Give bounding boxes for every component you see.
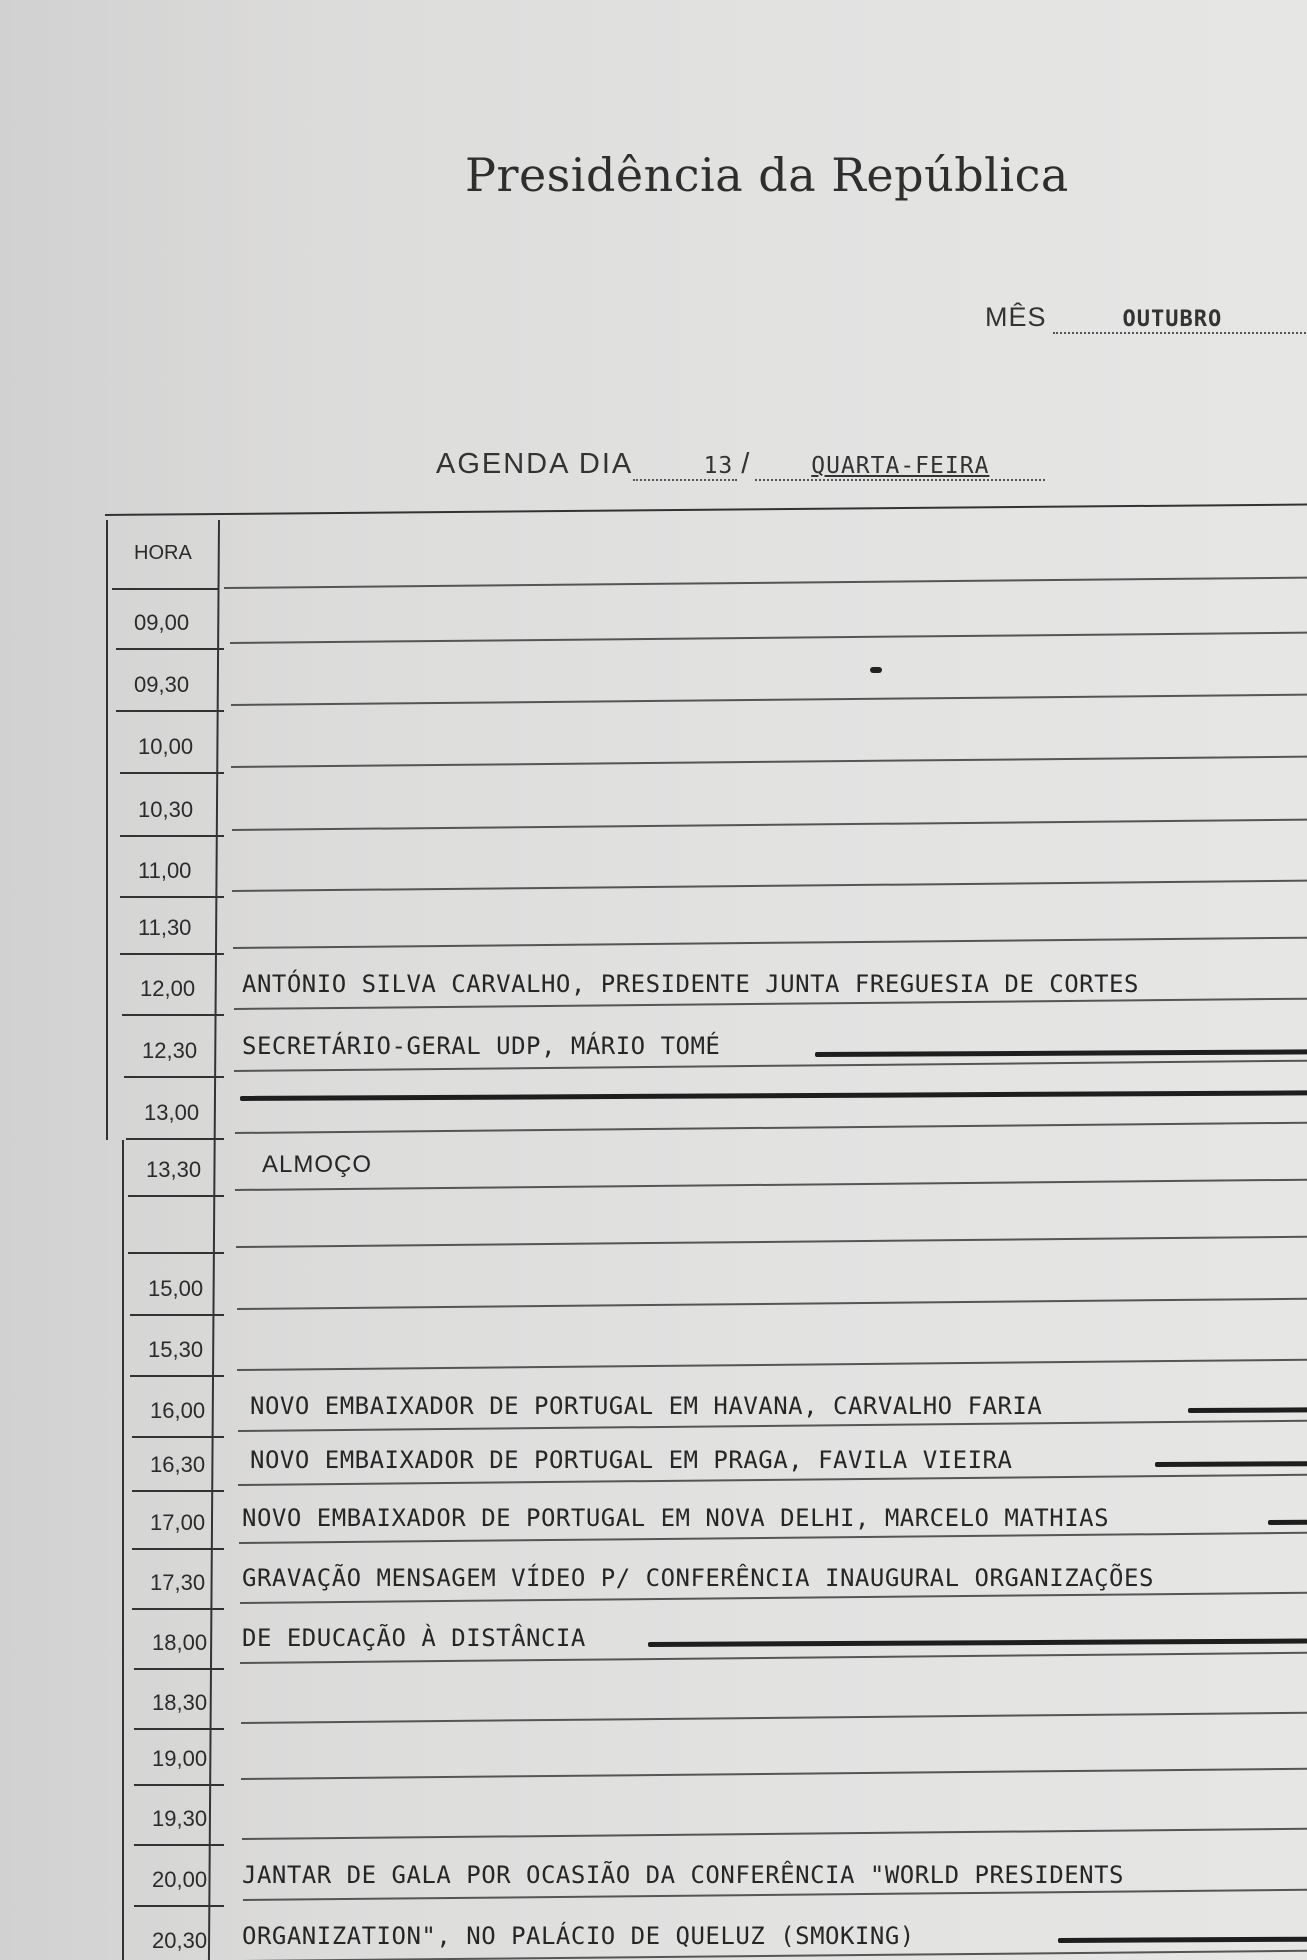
row-time: 15,30 [148,1337,204,1362]
time-underline [132,1548,224,1550]
table-top-border [105,503,1307,516]
row-line [231,756,1307,768]
time-underline [132,1608,224,1610]
row-time: 13,00 [144,1100,200,1125]
row-line [238,1474,1307,1486]
row-line [235,1122,1307,1134]
hour-column-divider [208,520,220,1960]
row-time: 18,30 [152,1690,208,1715]
row-line [237,1298,1307,1310]
time-underline [122,1014,224,1016]
time-underline [134,1844,224,1846]
row-content: JANTAR DE GALA POR OCASIÃO DA CONFERÊNCIA "WORLD PRESIDENTS [242,1861,1125,1889]
ink-dash-line [240,1090,1307,1101]
hora-underline [112,588,218,590]
time-underline [124,1076,224,1078]
row-time: 19,30 [152,1806,208,1831]
row-line [242,1828,1307,1840]
month-value: OUTUBRO [1053,307,1307,334]
row-content: GRAVAÇÃO MENSAGEM VÍDEO P/ CONFERÊNCIA INAUGURAL ORGANIZAÇÕES [242,1564,1154,1592]
row-content: DE EDUCAÇÃO À DISTÂNCIA [242,1624,586,1652]
time-underline [116,648,224,650]
row-time: 17,00 [150,1510,206,1535]
row-line [234,1060,1307,1072]
row-time: 10,30 [138,797,194,822]
agenda-label: AGENDA DIA [436,448,634,480]
time-underline [134,1784,224,1786]
row-line [230,632,1307,644]
row-content: ANTÓNIO SILVA CARVALHO, PRESIDENTE JUNTA FREGUESIA DE CORTES [242,970,1139,998]
day-value: 13 [633,453,737,481]
time-underline [134,1905,224,1907]
row-content: ALMOÇO [262,1151,373,1178]
row-time: 12,30 [142,1038,198,1063]
weekday-value: QUARTA-FEIRA [755,453,1045,481]
time-underline [134,1668,224,1670]
ink-dash-line [1058,1937,1307,1943]
time-underline [116,710,224,712]
month-field [985,302,1307,334]
row-content: NOVO EMBAIXADOR DE PORTUGAL EM PRAGA, FAVILA VIEIRA [250,1446,1013,1474]
time-underline [128,1252,224,1254]
row-line [243,1889,1307,1901]
row-content: SECRETÁRIO-GERAL UDP, MÁRIO TOMÉ [242,1032,721,1060]
ink-dash-line [1155,1461,1307,1467]
hora-label: HORA [134,542,192,564]
row-time: 20,30 [152,1928,208,1953]
time-underline [128,1195,224,1197]
row-time: 09,00 [134,610,190,635]
time-underline [120,772,224,774]
row-line [239,1532,1307,1544]
row-line [232,819,1307,831]
row-time: 09,30 [134,672,190,697]
row-line [241,1712,1307,1724]
day-separator: / [741,448,752,480]
row-time: 20,00 [152,1867,208,1892]
time-underline [120,896,224,898]
row-content: NOVO EMBAIXADOR DE PORTUGAL EM NOVA DELHI, MARCELO MATHIAS [242,1504,1110,1532]
row-line [233,937,1307,949]
row-time: 17,30 [150,1570,206,1595]
row-line [224,577,1307,589]
ink-dash-line [815,1049,1307,1057]
row-line [237,1359,1307,1371]
time-underline [120,953,224,955]
row-time: 18,00 [152,1630,208,1655]
row-line [240,1592,1307,1604]
row-line [240,1652,1307,1664]
row-time: 11,00 [138,858,192,883]
row-line [241,1768,1307,1780]
row-line [236,1236,1307,1248]
row-time: 19,00 [152,1746,208,1771]
time-underline [126,1138,224,1140]
row-time: 12,00 [140,976,196,1001]
row-time: 13,30 [146,1157,202,1182]
table-left-border [106,520,108,1140]
time-underline [130,1375,224,1377]
ink-dash-line [1268,1520,1307,1525]
row-line [232,880,1307,892]
row-time: 15,00 [148,1276,204,1301]
ink-speck [870,667,882,673]
time-underline [130,1314,224,1316]
row-content: NOVO EMBAIXADOR DE PORTUGAL EM HAVANA, CARVALHO FARIA [250,1392,1043,1420]
table-left-border-lower [122,1140,124,1960]
time-underline [120,835,224,837]
agenda-day-field [436,448,1045,481]
ink-dash-line [648,1639,1307,1647]
row-time: 11,30 [138,915,192,940]
time-underline [134,1728,224,1730]
row-line [231,694,1307,706]
month-label: MÊS [985,302,1047,332]
row-line [243,1950,1307,1960]
time-underline [132,1436,224,1438]
row-time: 16,30 [150,1452,206,1477]
time-underline [132,1490,224,1492]
ink-dash-line [1188,1407,1307,1413]
row-line [234,998,1307,1010]
page-title: Presidência da República [465,148,1069,202]
row-content: ORGANIZATION", NO PALÁCIO DE QUELUZ (SMOKING) [242,1922,915,1950]
row-line [235,1179,1307,1191]
row-line [238,1420,1307,1432]
row-time: 16,00 [150,1398,206,1423]
row-time: 10,00 [138,734,194,759]
